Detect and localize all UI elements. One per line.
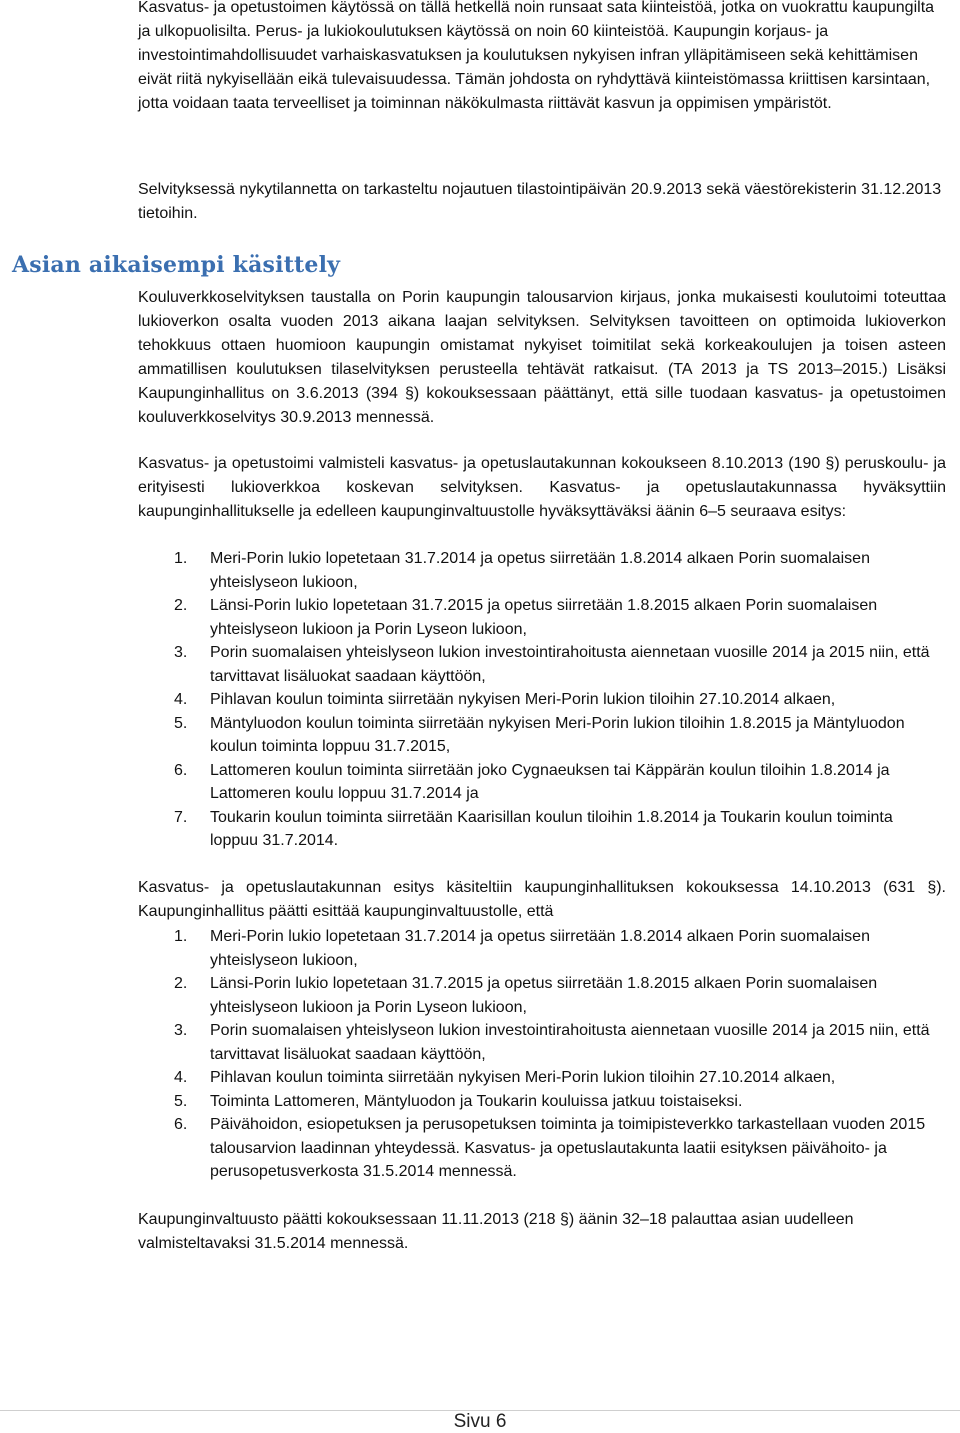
list-text: Porin suomalaisen yhteislyseon lukion investointirahoitusta aiennetaan vuosille 2014 ja 2015 niin, että tarvittavat lisäluokat saadaan käyttöön,: [210, 644, 930, 685]
council-paragraph: Kaupunginvaltuusto päätti kokouksessaan 11.11.2013 (218 §) äänin 32–18 palauttaa asian uudelleen valmisteltavaksi 31.5.2014 mennessä.: [138, 1211, 854, 1252]
list-number: 1.: [174, 550, 188, 567]
committee-paragraph: Kasvatus- ja opetustoimi valmisteli kasvatus- ja opetuslautakunnan kokoukseen 8.10.2013 (190 §) peruskoulu- ja erityisesti lukioverkkoa koskevan selvityksen. Kasvatus- ja opetuslautakunnassa hyväksyttiin kaupunginhallitukselle ja edelleen kaupunginvaltuustolle hyväksyttäväksi äänin 6–5 seuraava esitys:: [138, 455, 946, 520]
list-number: 5.: [174, 714, 188, 732]
list-text: Länsi-Porin lukio lopetetaan 31.7.2015 ja opetus siirretään 1.8.2015 alkaen Porin suomalaisen yhteislyseon lukioon ja Porin Lyseon lukioon,: [210, 597, 878, 638]
list-number: 3.: [174, 644, 188, 661]
list-item: [174, 1090, 944, 1114]
background-paragraph: Kouluverkkoselvityksen taustalla on Porin kaupungin talousarvion kirjaus, jonka mukaisesti koulutoimi toteuttaa lukioverkon osalta vuoden 2013 aikana laajan selvityksen. Selvityksen tavoitteen on optimoida lukioverkon tehokkuus ottaen huomioon kaupungin omistamat nykyiset toimitilat sekä korkeakoulujen ja toisen asteen ammatillisen koulutuksen tilaselvityksen perusteella tehtävät ratkaisut. (TA 2013 ja TS 2013–2015.) Lisäksi Kaupunginhallitus on 3.6.2013 (394 §) kokouksessaan päättänyt, että sille tuodaan kasvatus- ja opetustoimen kouluverkkoselvitys 30.9.2013 mennessä.: [138, 289, 946, 426]
list-text: Meri-Porin lukio lopetetaan 31.7.2014 ja opetus siirretään 1.8.2014 alkaen Porin suomalaisen yhteislyseon lukioon,: [210, 928, 870, 969]
list-number: 6.: [174, 1116, 188, 1133]
list-item: [174, 972, 944, 1019]
list-number: 4.: [174, 1069, 188, 1086]
list-text: Toiminta Lattomeren, Mäntyluodon ja Toukarin kouluissa jatkuu toistaiseksi.: [210, 1092, 743, 1110]
list-item: [174, 547, 944, 594]
list-item: [174, 1019, 944, 1066]
list-number: 5.: [174, 1092, 188, 1110]
list-text: Länsi-Porin lukio lopetetaan 31.7.2015 ja opetus siirretään 1.8.2015 alkaen Porin suomalaisen yhteislyseon lukioon ja Porin Lyseon lukioon,: [210, 975, 878, 1016]
page-number: Sivu 6: [453, 1411, 507, 1432]
list-number: 1.: [174, 928, 188, 945]
list-text: Pihlavan koulun toiminta siirretään nykyisen Meri-Porin lukion tiloihin 27.10.2014 alkaen,: [210, 691, 836, 708]
list-item: [174, 806, 944, 853]
list-number: 7.: [174, 808, 188, 826]
list-number: 3.: [174, 1022, 188, 1039]
list-item: [174, 688, 944, 712]
list-item: [174, 641, 944, 688]
list-text: Porin suomalaisen yhteislyseon lukion investointirahoitusta aiennetaan vuosille 2014 ja 2015 niin, että tarvittavat lisäluokat saadaan käyttöön,: [210, 1022, 930, 1063]
list-text: Pihlavan koulun toiminta siirretään nykyisen Meri-Porin lukion tiloihin 27.10.2014 alkaen,: [210, 1069, 836, 1086]
intro-statistics-note: Selvityksessä nykytilannetta on tarkasteltu nojautuen tilastointipäivän 20.9.2013 sekä väestörekisterin 31.12.2013 tietoihin.: [138, 181, 942, 222]
list-item: [174, 759, 944, 806]
list-text: Päivähoidon, esiopetuksen ja perusopetuksen toiminta ja toimipisteverkko tarkastellaan vuoden 2015 talousarvion laadinnan yhteydessä. Kasvatus- ja opetuslautakunta laatii esityksen päivähoito- ja perusopetusverkosta 31.5.2014 mennessä.: [210, 1116, 926, 1180]
board-paragraph: Kasvatus- ja opetuslautakunnan esitys käsiteltiin kaupunginhallituksen kokouksessa 14.10.2013 (631 §). Kaupunginhallitus päätti esittää kaupunginvaltuustolle, että: [138, 879, 946, 920]
list-number: 4.: [174, 691, 188, 708]
list-text: Toukarin koulun toiminta siirretään Kaarisillan koulun tiloihin 1.8.2014 ja Toukarin koulun toiminta loppuu 31.7.2014.: [210, 808, 893, 849]
list-item: [174, 925, 944, 972]
list-text: Meri-Porin lukio lopetetaan 31.7.2014 ja opetus siirretään 1.8.2014 alkaen Porin suomalaisen yhteislyseon lukioon,: [210, 550, 870, 591]
list-number: 2.: [174, 975, 188, 992]
list-text: Lattomeren koulun toiminta siirretään joko Cygnaeuksen tai Käppärän koulun tiloihin 1.8.2014 ja Lattomeren koulu loppuu 31.7.2014 ja: [210, 761, 890, 802]
list-item: [174, 1066, 944, 1090]
section-heading: Asian aikaisempi käsittely: [12, 252, 341, 278]
committee-proposal-list: [174, 547, 944, 853]
board-proposal-list: [174, 925, 944, 1184]
list-number: 6.: [174, 761, 188, 779]
list-item: [174, 712, 944, 759]
list-item: [174, 1113, 944, 1184]
list-number: 2.: [174, 597, 188, 614]
list-item: [174, 594, 944, 641]
intro-paragraph: Kasvatus- ja opetustoimen käytössä on tällä hetkellä noin runsaat sata kiinteistöä, jotka on vuokrattu kaupungilta ja ulkopuolisilta. Perus- ja lukiokoulutuksen käytössä on noin 60 kiinteistöä. Kaupungin korjaus- ja investointimahdollisuudet varhaiskasvatuksen ja koulutuksen nykyisen infran ylläpitämiseen sekä kehittämisen eivät riitä nykyisellään eikä tulevaisuudessa. Tämän johdosta on ryhdyttävä kiinteistömassa kriittisen karsintaan, jotta voidaan taata terveelliset ja toiminnan näkökulmasta riittävät kasvun ja oppimisen ympäristöt.: [138, 0, 935, 112]
list-text: Mäntyluodon koulun toiminta siirretään nykyisen Meri-Porin lukion tiloihin 1.8.2015 ja Mäntyluodon koulun toiminta loppuu 31.7.2015,: [210, 714, 905, 755]
